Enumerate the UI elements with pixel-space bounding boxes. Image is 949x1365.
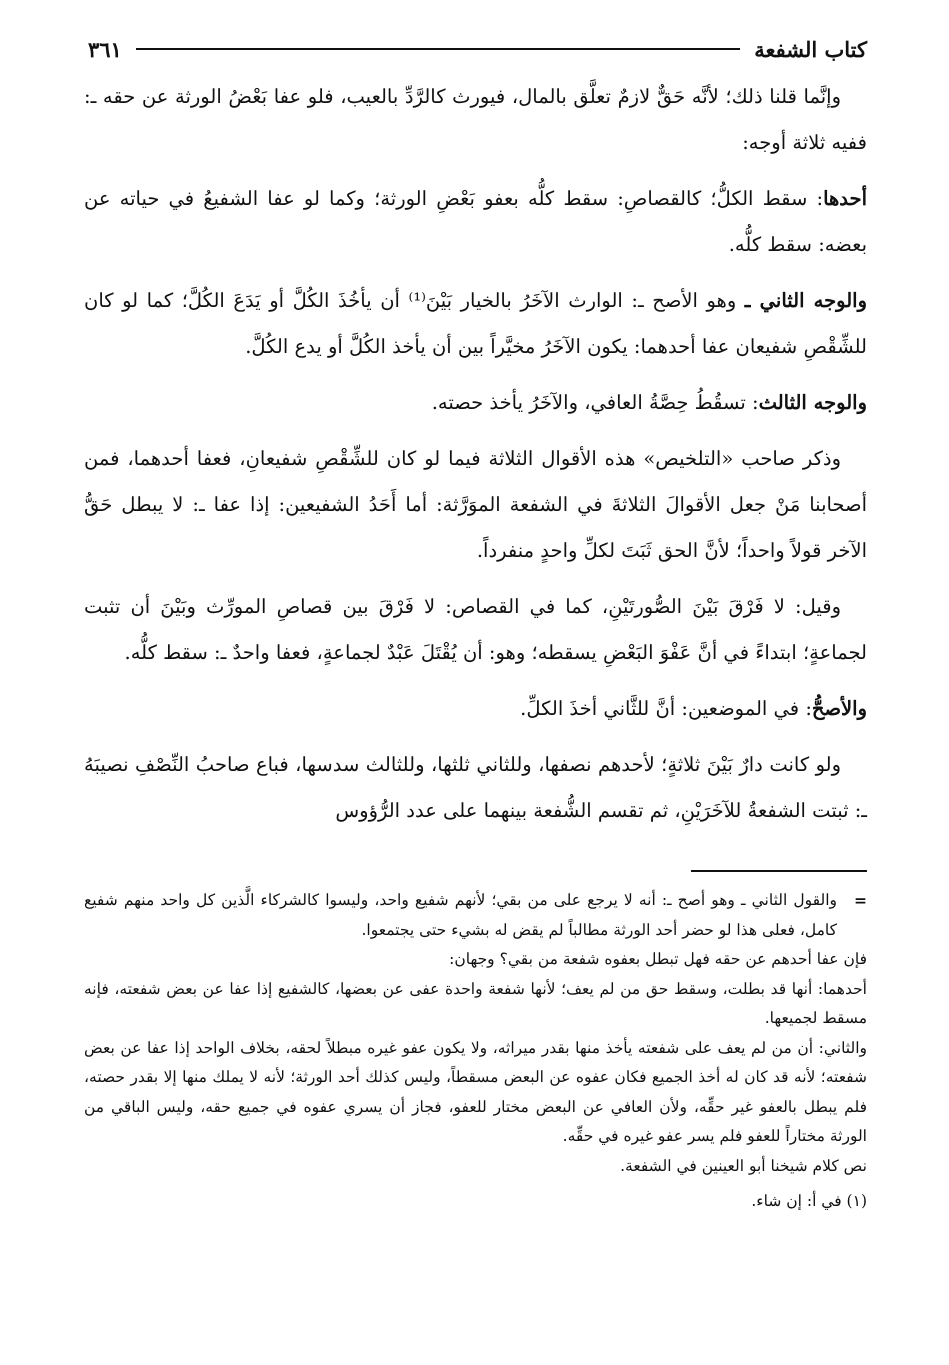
paragraph-qil: وقيل: لا فَرْقَ بَيْنَ الصُّورتَيْنِ، كما في القصاص: لا فَرْقَ بين قصاصِ المورِّث وبَيْنَ أن تثبت لجماعةٍ؛ ابتداءً في أنَّ عَفْوَ البَعْضِ يسقطه؛ وهو: أن يُقْتَلَ عَبْدٌ لجماعةٍ، فعفا واحدٌ ـ: سقط كلُّه. xyxy=(84,595,867,664)
asahh-label: والأصحُّ xyxy=(811,697,867,720)
page-number: ٣٦١ xyxy=(88,36,122,62)
first-view-text: : سقط الكلُّ؛ كالقصاصِ: سقط كلُّه بعفو بَعْضِ الورثة؛ وكما لو عفا الشفيعُ في حياته عن بعضه: سقط كلُّه. xyxy=(84,187,867,256)
third-view-label: والوجه الثالث xyxy=(758,391,867,414)
footnote-question: فإن عفا أحدهم عن حقه فهل تبطل بعفوه شفعة من بقي؟ وجهان: xyxy=(449,950,867,968)
footnote-continuation xyxy=(84,886,867,945)
asahh-text: : في الموضعين: أنَّ للثَّاني أخذَ الكلِّ. xyxy=(520,697,812,720)
second-view-text: وهو الأصح ـ: الوارث الآخَرُ بالخيار بَيْنَ⁽¹⁾ أن يأخُذَ الكُلَّ أو يَدَعَ الكُلَّ؛ كما لو كان للشِّقْصِ شفيعان عفا أحدهما: يكون الآخَرُ مخيَّراً بين أن يأخذ الكُلَّ أو يدع الكُلَّ. xyxy=(84,289,867,358)
footnote-second-opinion: والثاني: أن من لم يعف على شفعته يأخذ منها بقدر ميراثه، ولا يكون عفو غيره مبطلاً لحقه، بخلاف الواحد إذا عفا عن بعض شفعته؛ لأنه قد كان له أخذ الجميع فكان عفوه عن البعض مسقطاً، وليس كذلك أحد الورثة؛ لأنه لا يملك منها إلا بقدر حصته، فلم يبطل بالعفو غير حقِّه، ولأن العافي عن البعض مختار للعفو، فجاز أن يسري عفوه في جميع حقه، وليس الباقي من الورثة مختاراً للعفو فلم يسر عفو غيره في حقِّه. xyxy=(84,1038,867,1145)
header-rule xyxy=(136,48,740,50)
running-title: كتاب الشفعة xyxy=(754,36,867,62)
footnote-text-1: والقول الثاني ـ وهو أصح ـ: أنه لا يرجع على من بقي؛ لأنهم شفيع واحد، وليسوا كالشركاء الَّذين كل واحد منهم شفيع كامل، فعلى هذا لو حضر أحد الورثة مطالباً لم يقض له بشيء حتى يجتمعوا. xyxy=(84,891,837,939)
page-header xyxy=(88,30,867,68)
main-text xyxy=(84,74,867,844)
paragraph-house: ولو كانت دارٌ بَيْنَ ثلاثةٍ؛ لأحدهم نصفها، وللثاني ثلثها، وللثالث سدسها، فباع صاحبُ النِّصْفِ نصيبَهُ ـ: ثبتت الشفعةُ للآخَرَيْنِ، ثم تقسم الشُّفعة بينهما على عدد الرُّؤوس xyxy=(84,753,867,822)
first-view-label: أحدها xyxy=(823,187,867,210)
paragraph-asahh xyxy=(84,686,867,732)
footnote-1: (١) في أ: إن شاء. xyxy=(751,1192,867,1210)
footnotes xyxy=(84,886,867,1217)
paragraph-third-view xyxy=(84,380,867,426)
paragraph-first-view xyxy=(84,176,867,268)
paragraph-1: وإنَّما قلنا ذلك؛ لأنَّه حَقٌّ لازمٌ تعلَّق بالمال، فيورث كالرَّدِّ بالعيب، فلو عفا بَعْضُ الورثة عن حقه ـ: ففيه ثلاثة أوجه: xyxy=(84,85,867,154)
third-view-text: : تسقُطُ حِصَّةُ العافي، والآخَرُ يأخذ حصته. xyxy=(431,391,759,414)
second-view-label: والوجه الثاني ـ xyxy=(744,289,867,312)
footnote-first-opinion: أحدهما: أنها قد بطلت، وسقط حق من لم يعف؛ لأنها شفعة واحدة عفى عن بعضها، كالشفيع إذا عفا عن بعض شفعته، فإنه مسقط لجميعها. xyxy=(84,979,867,1027)
footnote-separator xyxy=(691,870,867,872)
paragraph-second-view xyxy=(84,278,867,370)
continuation-mark: = xyxy=(854,891,867,910)
footnote-source: نص كلام شيخنا أبو العينين في الشفعة. xyxy=(620,1156,867,1175)
paragraph-talkhis: وذكر صاحب «التلخيص» هذه الأقوال الثلاثة فيما لو كان للشِّقْصِ شفيعانِ، فعفا أحدهما، فمن أصحابنا مَنْ جعل الأقوالَ الثلاثةَ في الشفعة الموَرَّثة: أما أَحَدُ الشفيعين: إذا عفا ـ: لا يبطل حَقُّ الآخر قولاً واحداً؛ لأنَّ الحق ثَبَتَ لكلِّ واحدٍ منفرداً. xyxy=(84,447,867,562)
